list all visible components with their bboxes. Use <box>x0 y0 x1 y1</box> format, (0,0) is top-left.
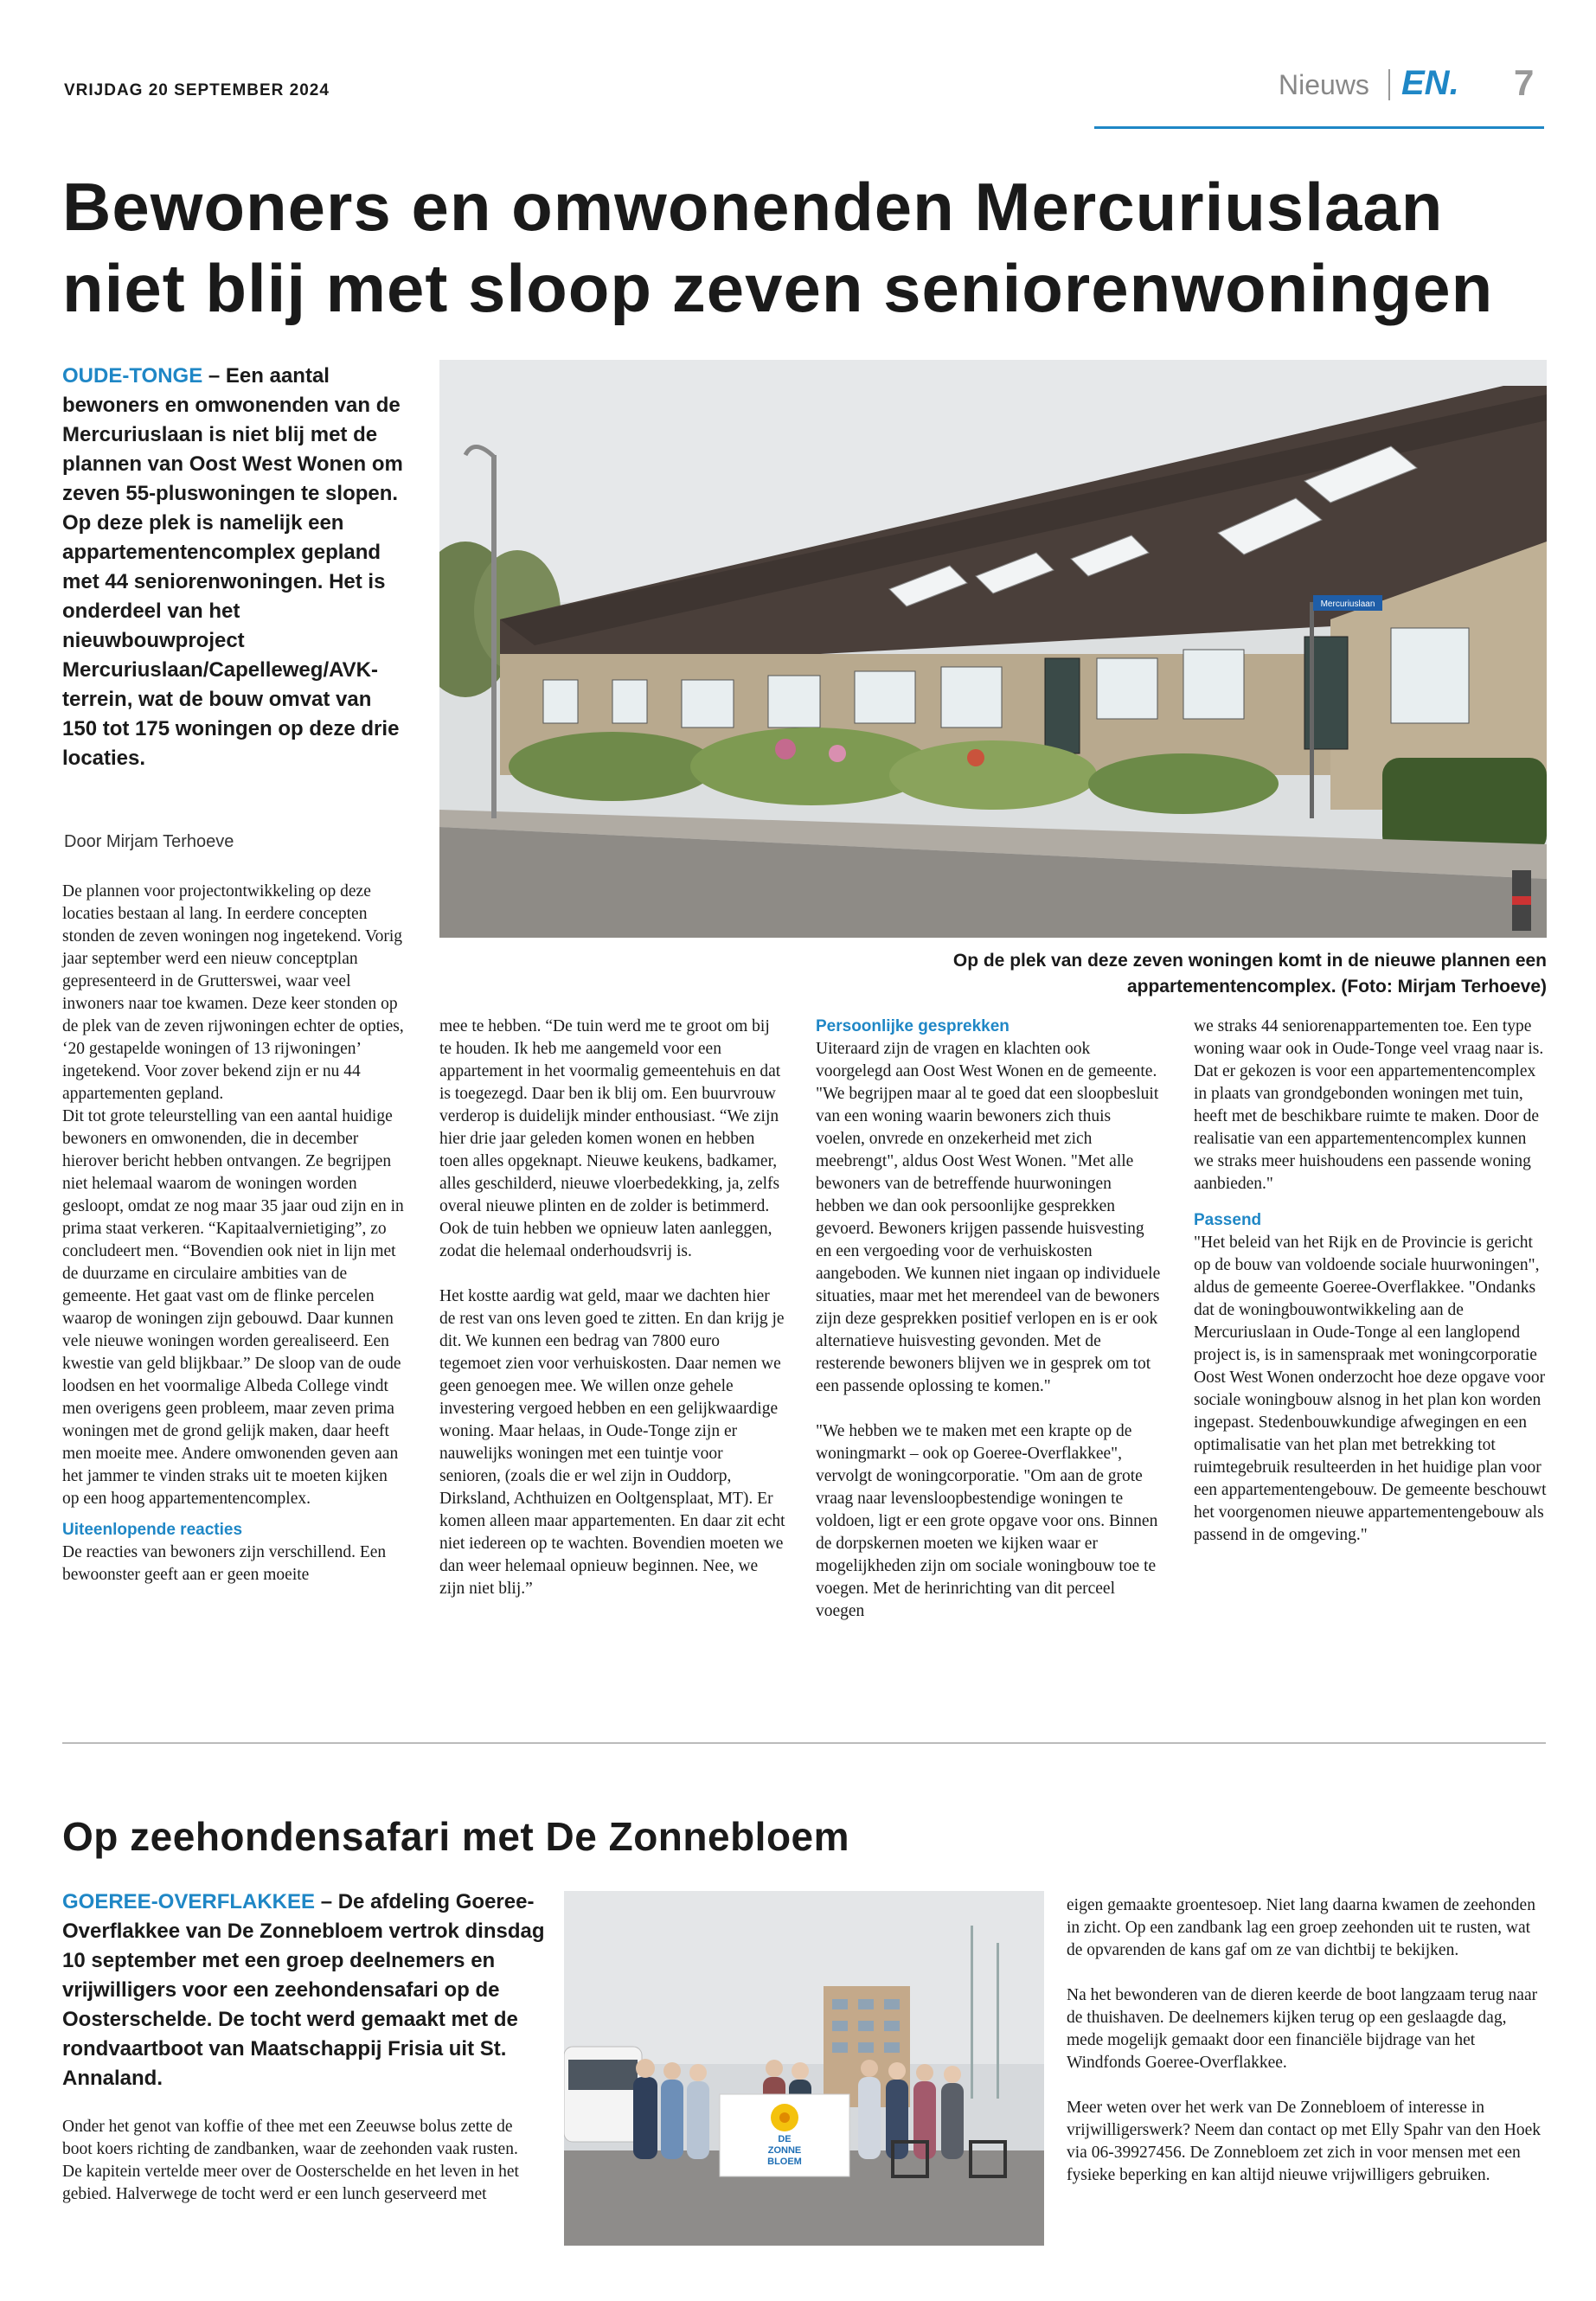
paragraph: "Het beleid van het Rijk en de Provincie is gericht op de bouw van voldoende sociale huurwoningen", aldus de gemeente Goeree-Overflakkee. "Ondanks dat de woningbouwontwikkeling aan de Mercuriuslaan in Oude-Tonge al een langlopend project is, is in samenspraak met woningcorporatie Oost West Wonen onderzocht hoe deze opgave voor sociale woningbouw alsnog in het plan kon worden ingepast. Stedenbouwkundige afwegingen en een optimalisatie van het plan met betrekking tot ruimtegebruik resulteerden in het huidige plan voor een appartementengebouw. De gemeente beschouwt het voorgenomen nieuwe appartementengebouw als passend in de omgeving." <box>1194 1234 1547 1544</box>
headline-line-1: Bewoners en omwonenden Mercuriuslaan <box>62 169 1444 245</box>
paragraph: Het kostte aardig wat geld, maar we dachten hier de rest van ons leven goed te zitten. En dan krijg je dit. We kunnen een bedrag van 7800 euro tegemoet zien voor verhuiskosten. Daar nemen we geen genoegen mee. We willen onze gehele investering vergoed hebben en een gelijkwaardige woning. Maar helaas, in Oude-Tonge zijn er nauwelijks woningen met een tuintje voor senioren, (zoals die er wel zijn in Ouddorp, Dirksland, Achthuizen en Ooltgensplaat, MT). Er komen alleen maar appartementen. En daar zit echt niet iedereen op te wachten. Bovendien moeten we dan weer helemaal opnieuw beginnen. Nee, we zijn niet blij.” <box>439 1287 785 1598</box>
paragraph: De plannen voor projectontwikkeling op deze locaties bestaan al lang. In eerdere concepten stonden de zeven woningen nog ingetekend. Vorig jaar september werd een nieuw conceptplan gepresenteerd in de Grutterswei, waar veel inwoners naar toe kwamen. Deze keer stonden op de plek van de zeven rijwoningen echter de opties, ‘20 gestapelde woningen of 13 rijwoningen’ ingetekend. Voor zover bekend zijn er nu 44 appartementen gepland. <box>62 882 404 1103</box>
article-divider <box>62 1742 1546 1744</box>
headline-line-2: niet blij met sloop zeven seniorenwoningen <box>62 250 1494 326</box>
subheading: Uiteenlopende reacties <box>62 1521 243 1539</box>
paragraph: De reacties van bewoners zijn verschillend. Een bewoonster geeft aan er geen moeite <box>62 1543 387 1584</box>
byline: Door Mirjam Terhoeve <box>64 832 234 851</box>
photo-caption: Op de plek van deze zeven woningen komt in de nieuwe plannen een appartementencomplex. (Foto: Mirjam Terhoeve) <box>952 951 1547 997</box>
dateline-place: GOEREE-OVERFLAKKEE <box>62 1890 316 1913</box>
article2-column-1 <box>62 2116 529 2206</box>
header-rule <box>1094 126 1544 129</box>
article-photo-houses <box>439 360 1547 938</box>
paragraph: we straks 44 seniorenappartementen toe. Een type woning waar ook in Oude-Tonge veel vraag naar is. Dat er gekozen is voor een appartementencomplex in plaats van grondgebonden woningen met tuin, heeft met de beschikbare ruimte te maken. Door de realisatie van een appartementencomplex kunnen we straks meer huishoudens een passende woning aanbieden." <box>1194 1017 1544 1193</box>
article-lead <box>62 362 408 773</box>
article2-lead <box>62 1888 547 2093</box>
group-photo-illustration <box>564 1891 1044 2246</box>
lead-text: – De afdeling Goeree-Overflakkee van De Zonnebloem vertrok dinsdag 10 september met een groep deelnemers en vrijwilligers voor een zeehondensafari op de Oosterschelde. De tocht werd gemaakt met de rondvaartboot van Maatschappij Frisia uit St. Annaland. <box>62 1890 545 2090</box>
lead-text: – Een aantal bewoners en omwonenden van de Mercuriuslaan is niet blij met de plannen van Oost West Wonen om zeven 55-pluswoningen te slopen. Op deze plek is namelijk een appartementencomplex gepland met 44 seniorenwoningen. Het is onderdeel van het nieuwbouwproject Mercuriuslaan/Capelleweg/AVK-terrein, wat de bouw omvat van 150 tot 175 woningen op deze drie locaties. <box>62 364 403 770</box>
issue-date: VRIJDAG 20 SEPTEMBER 2024 <box>64 81 330 99</box>
section-divider <box>1388 69 1390 100</box>
paragraph: Na het bewonderen van de dieren keerde de boot langzaam terug naar de thuishaven. De deelnemers kijken terug op een geslaagde dag, mede mogelijk gemaakt door een financiële bijdrage van het Windfonds Goeree-Overflakkee. <box>1067 1986 1538 2072</box>
dateline-place: OUDE-TONGE <box>62 364 203 388</box>
article-column-2 <box>439 1016 785 1600</box>
paragraph: mee te hebben. “De tuin werd me te groot om bij te houden. Ik heb me aangemeld voor een appartement in het voormalig gemeentehuis en dat is toegezegd. Daar ben ik blij om. Een buurvrouw verderop is duidelijk minder enthousiast. “We zijn hier drie jaar geleden komen wonen en hebben toen alles opgeknapt. Nieuwe keukens, badkamer, alles geschilderd, nieuwe vloerbedekking, ja, zelfs overal nieuwe plinten en de zolder is betimmerd. Ook de tuin hebben we opnieuw laten aanleggen, zodat die helemaal onderhoudsvrij is. <box>439 1017 781 1260</box>
subheading-block <box>62 1519 408 1586</box>
article-column-4 <box>1194 1016 1548 1547</box>
subheading: Passend <box>1194 1211 1262 1229</box>
paragraph: Dit tot grote teleurstelling van een aantal huidige bewoners en omwonenden, die in december hierover bericht hebben ontvangen. Ze begrijpen niet helemaal waarom de woningen worden gesloopt, omdat ze nog maar 35 jaar oud zijn en in prima staat verkeren. “Kapitaalvernietiging”, zo concludeert men. “Bovendien ook niet in lijn met de duurzame en circulaire ambities van de gemeente. Het gaat vast om de flinke percelen waarop de woningen zijn gebouwd. Daar kunnen vele nieuwe woningen worden gerealiseerd. Een kwestie van geld blijkbaar.” De sloop van de oude loodsen en het voormalige Albeda College vindt men overigens geen probleem, maar zeven prima woningen met de grond gelijk maken, daar heeft men moeite mee. Andere omwonenden geven aan het jammer te vinden straks uit te moeten kijken op een hoog appartementencomplex. <box>62 1107 404 1508</box>
houses-photo-illustration <box>439 360 1547 938</box>
page-number: 7 <box>1514 62 1535 103</box>
paragraph: Meer weten over het werk van De Zonnebloem of interesse in vrijwilligerswerk? Neem dan contact op met Elly Spahr van den Hoek via 06-39927456. De Zonnebloem zet zich in voor mensen met een fysieke beperking en kan altijd nieuwe vrijwilligers gebruiken. <box>1067 2099 1541 2184</box>
article2-column-3 <box>1067 1894 1547 2187</box>
newspaper-logo: EN. <box>1401 64 1459 102</box>
paragraph: Uiteraard zijn de vragen en klachten ook voorgelegd aan Oost West Wonen en de gemeente. "We begrijpen maar al te goed dat een sloopbesluit van een woning waarin bewoners zich thuis voelen, onvrede en onzekerheid met zich meebrengt", aldus Oost West Wonen. "Met alle bewoners van de betreffende huurwoningen hebben we dan ook persoonlijke gesprekken gevoerd. Bewoners krijgen passende huisvesting en een vergoeding voor de verhuiskosten aangeboden. We kunnen niet ingaan op individuele situaties, maar met het merendeel van de bewoners zijn deze gesprekken positief verlopen en is er ook alternatieve huisvesting gevonden. Met de resterende bewoners blijven we in gesprek om tot een passende oplossing te komen." <box>816 1040 1161 1395</box>
paragraph: eigen gemaakte groentesoep. Niet lang daarna kwamen de zeehonden in zicht. Op een zandbank lag een groep zeehonden uit te rusten, wat de opvarenden de kans gaf om ze van dichtbij te bekijken. <box>1067 1896 1535 1959</box>
banner-text-2: ZONNE <box>767 2145 802 2156</box>
article-headline <box>62 166 1550 329</box>
street-sign-text: Mercuriuslaan <box>1320 599 1375 609</box>
article-column-1 <box>62 881 408 1586</box>
banner-text-1: DE <box>778 2134 792 2144</box>
article2-photo-group <box>564 1891 1044 2246</box>
banner-text-3: BLOEM <box>767 2157 802 2167</box>
paragraph: "We hebben we te maken met een krapte op de woningmarkt – ook op Goeree-Overflakkee", vervolgt de woningcorporatie. "Om aan de grote vraag naar levensloopbestendige woningen te voldoen, ligt er een grote opgave voor ons. Binnen de dorpskernen moeten we kijken waar er mogelijkheden zijn om sociale woningbouw toe te voegen. Met de herinrichting van dit perceel voegen <box>816 1422 1158 1620</box>
article-column-3 <box>816 1016 1162 1623</box>
section-label: Nieuws <box>1279 69 1369 100</box>
subheading: Persoonlijke gesprekken <box>816 1017 1010 1035</box>
paragraph: Onder het genot van koffie of thee met een Zeeuwse bolus zette de boot koers richting de zandbanken, waar de zeehonden vaak rusten. De kapitein vertelde meer over de Oosterschelde en het leven in het gebied. Halverwege de tocht werd er een lunch geserveerd met <box>62 2118 519 2203</box>
article2-headline: Op zeehondensafari met De Zonnebloem <box>62 1814 850 1859</box>
subheading-block <box>1194 1209 1548 1547</box>
subheading-block <box>816 1016 1162 1398</box>
